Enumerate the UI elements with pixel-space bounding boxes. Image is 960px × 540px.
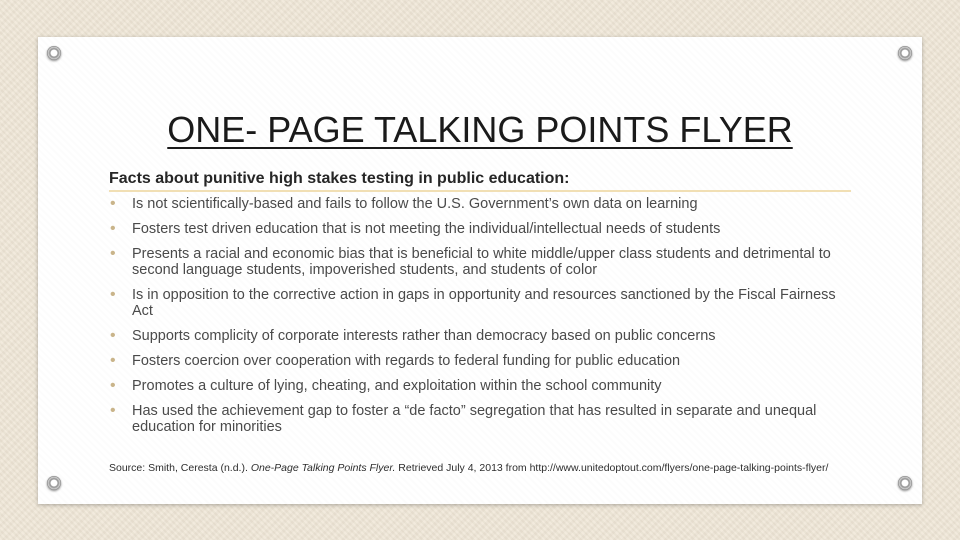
pin-icon [47,46,61,60]
list-item [108,221,853,237]
pin-icon [47,476,61,490]
list-item-text: Supports complicity of corporate interests rather than democracy based on public concerns [132,328,716,344]
pin-icon [898,476,912,490]
subheading: Facts about punitive high stakes testing in public education: [109,170,570,187]
divider [109,190,851,192]
list-item-text: Is in opposition to the corrective action in gaps in opportunity and resources sanctioned by the Fiscal Fairness Act [132,287,836,319]
bullet-icon: • [110,286,116,303]
list-item-text: Presents a racial and economic bias that is beneficial to white middle/upper class students and detrimental to second language students, impoverished students, and students of color [132,246,831,278]
bullet-list [108,196,853,444]
source-suffix: Retrieved July 4, 2013 from http://www.unitedoptout.com/flyers/one-page-talking-points-flyer/ [395,462,829,474]
list-item [108,246,853,278]
list-item [108,287,853,319]
list-item [108,196,853,212]
list-item [108,353,853,369]
list-item [108,403,853,435]
list-item [108,328,853,344]
list-item-text: Has used the achievement gap to foster a “de facto” segregation that has resulted in separate and unequal education for minorities [132,403,817,435]
list-item-text: Promotes a culture of lying, cheating, and exploitation within the school community [132,378,662,394]
source-citation [109,462,849,474]
list-item-text: Is not scientifically-based and fails to follow the U.S. Government’s own data on learning [132,196,698,212]
bullet-icon: • [110,245,116,262]
bullet-icon: • [110,377,116,394]
list-item-text: Fosters test driven education that is not meeting the individual/intellectual needs of students [132,221,721,237]
pin-icon [898,46,912,60]
bullet-icon: • [110,402,116,419]
bullet-icon: • [110,352,116,369]
bullet-icon: • [110,220,116,237]
bullet-icon: • [110,327,116,344]
source-work-title: One-Page Talking Points Flyer. [250,462,396,474]
slide-title: ONE- PAGE TALKING POINTS FLYER [167,109,793,150]
source-prefix: Source: Smith, Ceresta (n.d.). [109,462,251,474]
bullet-icon: • [110,195,116,212]
list-item [108,378,853,394]
list-item-text: Fosters coercion over cooperation with regards to federal funding for public education [132,353,681,369]
